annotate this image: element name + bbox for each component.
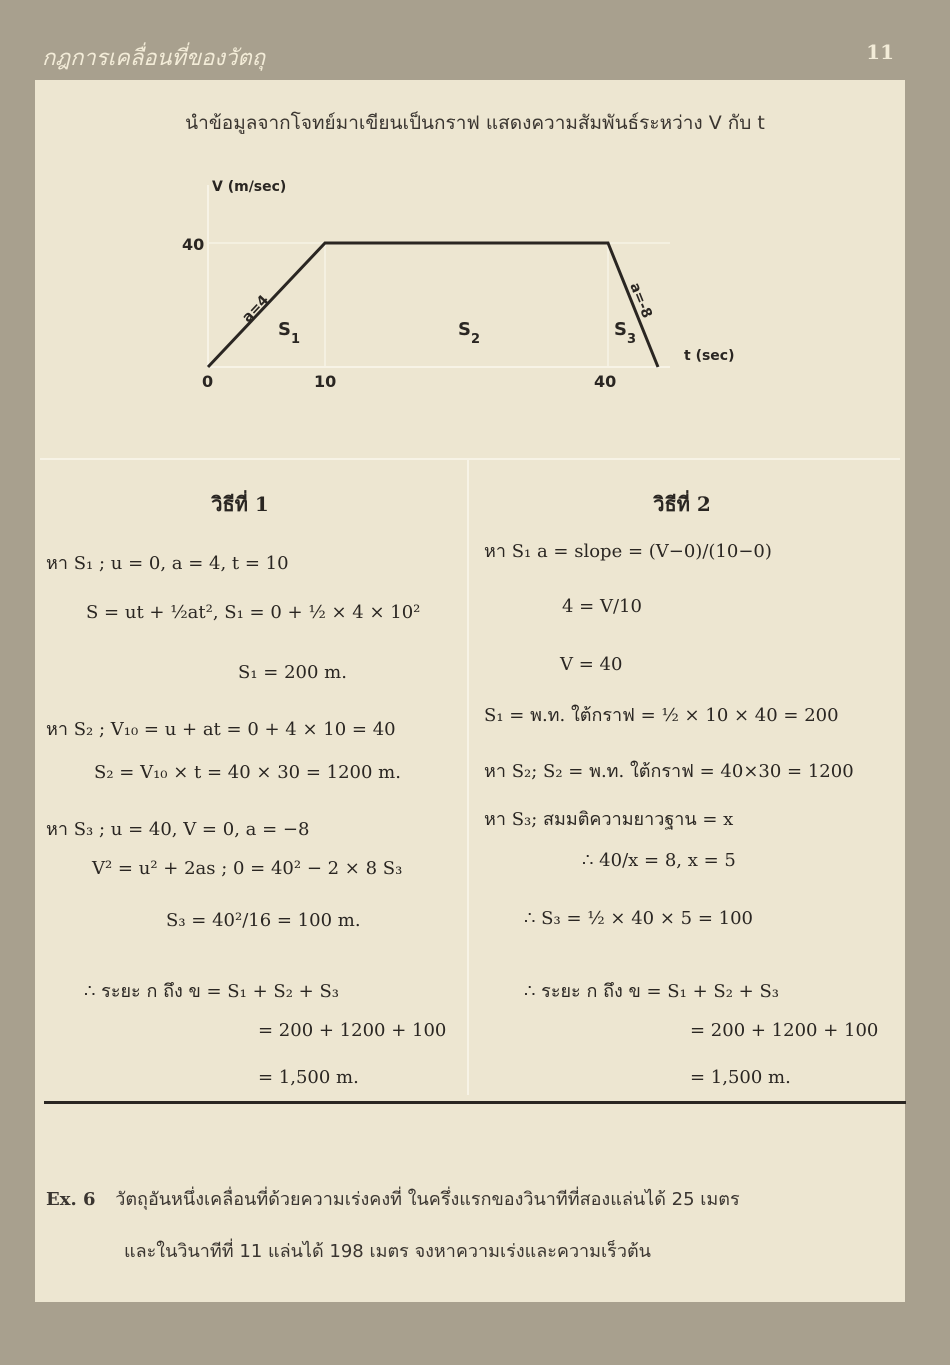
y-tick-40: 40 (182, 235, 205, 254)
slope-label-a-8: a=-8 (626, 280, 655, 321)
area-label-s1: $S_1$ (278, 319, 301, 347)
slope-label-a4: a=4 (239, 292, 273, 326)
x-axis-label: t (sec) (684, 348, 735, 364)
velocity-time-graph (170, 175, 770, 405)
section-divider (40, 458, 900, 460)
method1-line: ∴ ระยะ ก ถึง ข = S₁ + S₂ + S₃ (84, 981, 339, 1002)
method1-line: S₁ = 200 m. (238, 662, 347, 683)
method2-line: หา S₁ a = slope = (V−0)/(10−0) (484, 541, 772, 562)
x-tick-10: 10 (314, 372, 337, 391)
column-divider (467, 460, 469, 1095)
method2-heading: วิธีที่ 2 (653, 492, 711, 516)
example-line-2: และในวินาทีที่ 11 แล่นได้ 198 เมตร จงหาความเร่งและความเร็วต้น (124, 1241, 651, 1262)
example-label: Ex. 6 (46, 1189, 96, 1210)
method1-line: S₃ = 40²/16 = 100 m. (166, 910, 361, 931)
y-axis-label: V (m/sec) (212, 179, 287, 195)
method2-line: หา S₂; S₂ = พ.ท. ใต้กราฟ = 40×30 = 1200 (484, 761, 854, 782)
method1-line: หา S₃ ; u = 40, V = 0, a = −8 (46, 819, 310, 840)
method1-line: V² = u² + 2as ; 0 = 40² − 2 × 8 S₃ (92, 858, 403, 879)
method2-line: = 1,500 m. (690, 1067, 791, 1088)
method2-line: S₁ = พ.ท. ใต้กราฟ = ½ × 10 × 40 = 200 (484, 705, 839, 726)
method1-heading: วิธีที่ 1 (211, 492, 269, 516)
section-rule (44, 1101, 906, 1104)
method2-line: V = 40 (560, 654, 623, 675)
method2-line: = 200 + 1200 + 100 (690, 1020, 879, 1041)
method1-line: หา S₂ ; V₁₀ = u + at = 0 + 4 × 10 = 40 (46, 719, 396, 740)
method2-line: ∴ 40/x = 8, x = 5 (582, 850, 736, 871)
method1-line: หา S₁ ; u = 0, a = 4, t = 10 (46, 553, 289, 574)
running-header: กฎการเคลื่อนที่ของวัตถุ (42, 46, 266, 71)
area-label-s2: $S_2$ (458, 319, 481, 347)
example-text-1: วัตถุอันหนึ่งเคลื่อนที่ด้วยความเร่งคงที่ ในครึ่งแรกของวินาทีที่สองแล่นได้ 25 เมตร (115, 1189, 740, 1210)
method1-line: S₂ = V₁₀ × t = 40 × 30 = 1200 m. (94, 762, 401, 783)
method1-line: = 1,500 m. (258, 1067, 359, 1088)
method2-line: ∴ S₃ = ½ × 40 × 5 = 100 (524, 908, 753, 929)
area-label-s3: $S_3$ (614, 319, 637, 347)
page-number: 11 (866, 40, 894, 64)
method2-line: 4 = V/10 (562, 596, 642, 617)
method1-line: S = ut + ½at², S₁ = 0 + ½ × 4 × 10² (86, 602, 421, 623)
x-tick-0: 0 (202, 372, 214, 391)
x-tick-40: 40 (594, 372, 617, 391)
method2-line: หา S₃; สมมติความยาวฐาน = x (484, 809, 734, 830)
velocity-line (208, 243, 658, 367)
intro-text: นำข้อมูลจากโจทย์มาเขียนเป็นกราฟ แสดงความสัมพันธ์ระหว่าง V กับ t (185, 112, 765, 134)
example-line-1 (46, 1184, 740, 1213)
method1-line: = 200 + 1200 + 100 (258, 1020, 447, 1041)
method2-line: ∴ ระยะ ก ถึง ข = S₁ + S₂ + S₃ (524, 981, 779, 1002)
